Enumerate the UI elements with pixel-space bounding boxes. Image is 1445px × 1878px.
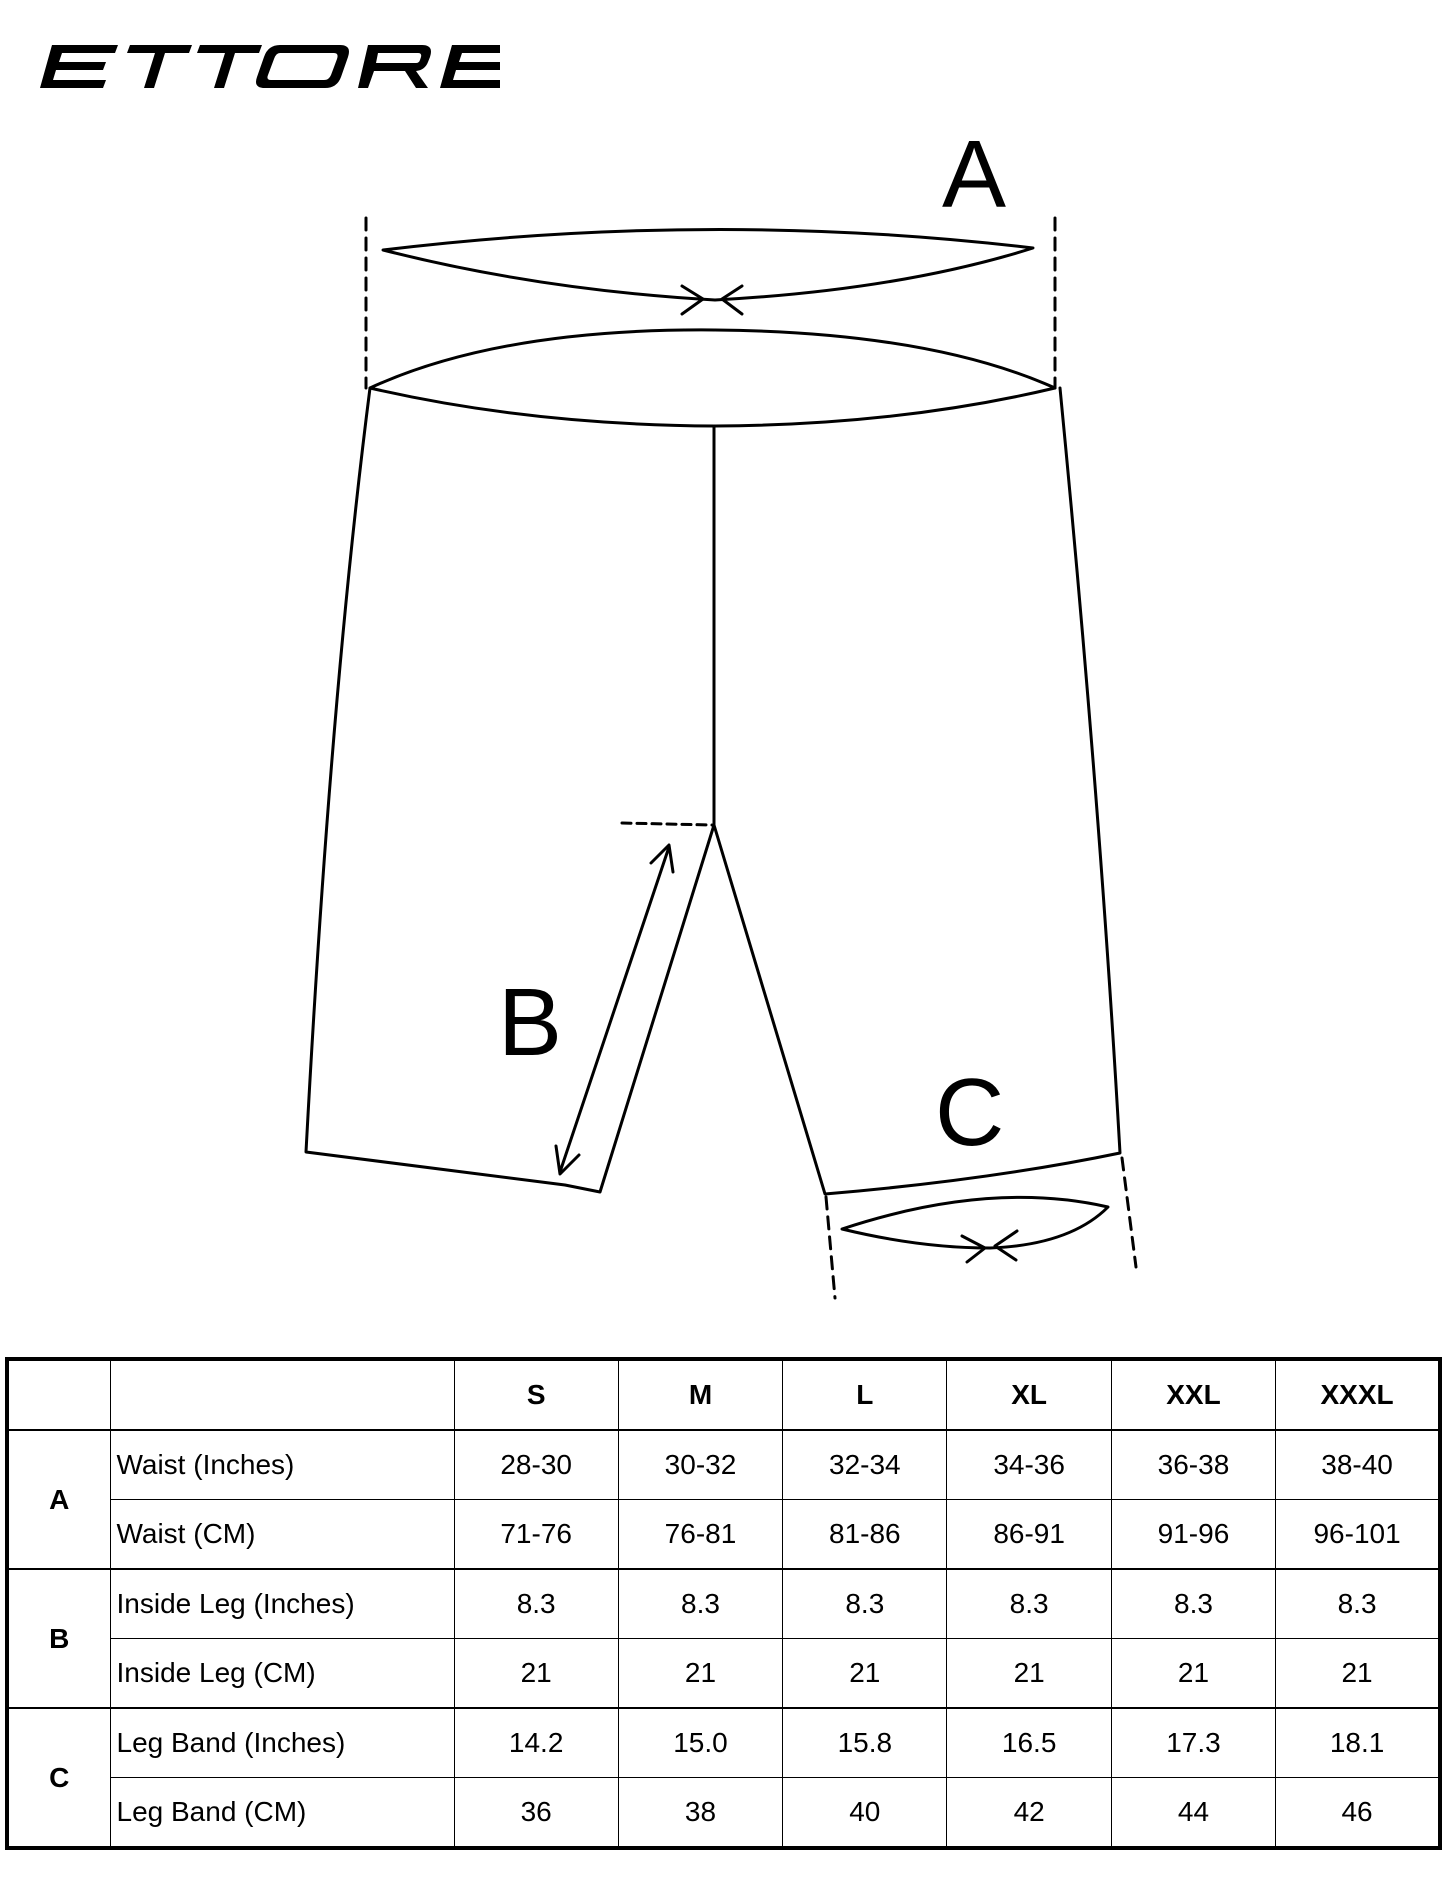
- value-cell: 8.3: [1111, 1569, 1275, 1639]
- measure-label: Inside Leg (Inches): [110, 1569, 454, 1639]
- size-chart-table: [5, 1357, 1442, 1850]
- value-cell: 32-34: [783, 1430, 947, 1500]
- measure-label: Waist (CM): [110, 1500, 454, 1570]
- value-cell: 86-91: [947, 1500, 1111, 1570]
- value-cell: 96-101: [1276, 1500, 1440, 1570]
- label-c: C: [935, 1059, 1005, 1166]
- crotch-guide: [622, 823, 712, 825]
- measure-label: Inside Leg (CM): [110, 1639, 454, 1709]
- value-cell: 76-81: [618, 1500, 782, 1570]
- value-cell: 28-30: [454, 1430, 618, 1500]
- value-cell: 21: [1111, 1639, 1275, 1709]
- value-cell: 8.3: [947, 1569, 1111, 1639]
- size-header-row: [7, 1359, 1440, 1430]
- value-cell: 21: [454, 1639, 618, 1709]
- group-label: B: [7, 1569, 110, 1708]
- value-cell: 36: [454, 1778, 618, 1849]
- waist-measure-ellipse: [383, 229, 1033, 300]
- value-cell: 91-96: [1111, 1500, 1275, 1570]
- table-row: [7, 1778, 1440, 1849]
- shorts-measurement-diagram: [0, 100, 1445, 1330]
- value-cell: 38-40: [1276, 1430, 1440, 1500]
- size-header: M: [618, 1359, 782, 1430]
- value-cell: 8.3: [783, 1569, 947, 1639]
- value-cell: 42: [947, 1778, 1111, 1849]
- table-row: [7, 1708, 1440, 1778]
- value-cell: 21: [947, 1639, 1111, 1709]
- table-row: [7, 1639, 1440, 1709]
- value-cell: 46: [1276, 1778, 1440, 1849]
- measure-label: Waist (Inches): [110, 1430, 454, 1500]
- value-cell: 14.2: [454, 1708, 618, 1778]
- group-label: A: [7, 1430, 110, 1569]
- size-header: XL: [947, 1359, 1111, 1430]
- value-cell: 21: [1276, 1639, 1440, 1709]
- leg-band-guide-left: [826, 1197, 835, 1298]
- size-header: S: [454, 1359, 618, 1430]
- waistband: [370, 330, 1055, 426]
- value-cell: 8.3: [1276, 1569, 1440, 1639]
- label-a: A: [942, 121, 1007, 228]
- value-cell: 8.3: [618, 1569, 782, 1639]
- value-cell: 71-76: [454, 1500, 618, 1570]
- value-cell: 30-32: [618, 1430, 782, 1500]
- value-cell: 18.1: [1276, 1708, 1440, 1778]
- measure-label: Leg Band (CM): [110, 1778, 454, 1849]
- value-cell: 21: [783, 1639, 947, 1709]
- group-label: C: [7, 1708, 110, 1848]
- value-cell: 8.3: [454, 1569, 618, 1639]
- size-header: L: [783, 1359, 947, 1430]
- inside-leg-arrow: [560, 847, 669, 1172]
- corner-cell: [7, 1359, 110, 1430]
- label-b: B: [498, 969, 563, 1076]
- value-cell: 44: [1111, 1778, 1275, 1849]
- size-header: XXL: [1111, 1359, 1275, 1430]
- value-cell: 38: [618, 1778, 782, 1849]
- value-cell: 15.0: [618, 1708, 782, 1778]
- measure-header-cell: [110, 1359, 454, 1430]
- value-cell: 36-38: [1111, 1430, 1275, 1500]
- table-row: [7, 1430, 1440, 1500]
- measure-label: Leg Band (Inches): [110, 1708, 454, 1778]
- leg-band-ellipse: [842, 1197, 1108, 1248]
- value-cell: 81-86: [783, 1500, 947, 1570]
- value-cell: 15.8: [783, 1708, 947, 1778]
- size-header: XXXL: [1276, 1359, 1440, 1430]
- table-row: [7, 1500, 1440, 1570]
- leg-band-guide-right: [1122, 1158, 1136, 1267]
- value-cell: 34-36: [947, 1430, 1111, 1500]
- table-row: [7, 1569, 1440, 1639]
- value-cell: 40: [783, 1778, 947, 1849]
- value-cell: 21: [618, 1639, 782, 1709]
- value-cell: 16.5: [947, 1708, 1111, 1778]
- value-cell: 17.3: [1111, 1708, 1275, 1778]
